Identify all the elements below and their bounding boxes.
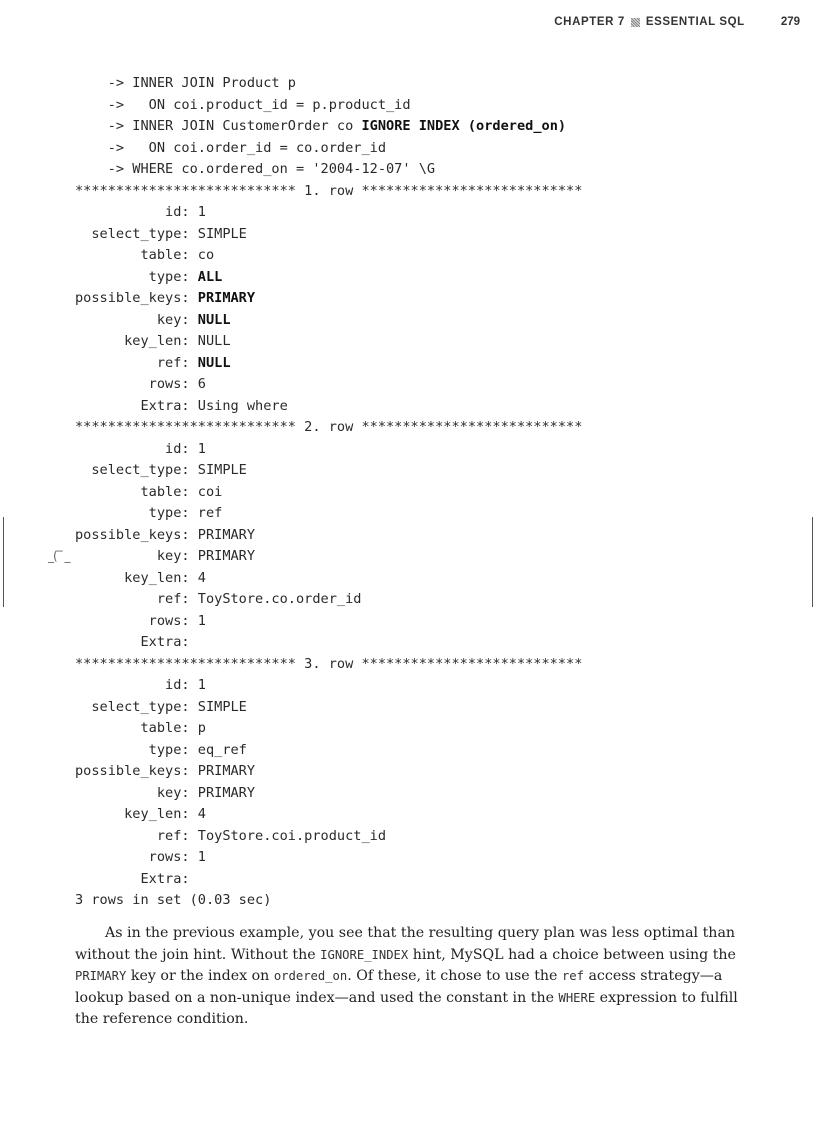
result-field [75,568,775,590]
field-name: key_len: [75,333,198,349]
result-field [75,202,775,224]
field-name: rows: [75,376,198,392]
field-name: key_len: [75,569,198,586]
result-field [75,482,775,504]
field-name: type: [75,741,198,758]
chapter-label: CHAPTER 7 [554,16,625,28]
field-name: rows: [75,849,198,865]
result-field [75,675,775,697]
field-value: 1 [197,440,206,457]
field-value: co [197,247,215,263]
field-value: 6 [197,376,206,392]
margin-squiggle-mark: _(‾ _ [48,549,70,563]
inline-code: PRIMARY [75,969,127,983]
field-value: ToyStore.co.order_id [197,591,362,607]
result-field [75,267,775,289]
query-line: -> ON coi.product_id = p.product_id [75,96,411,113]
page-number: 279 [780,16,800,28]
result-field [75,632,775,654]
row-separator: *************************** 2. row *************************** [75,419,583,435]
field-name: id: [75,204,198,220]
field-name: select_type: [75,225,198,242]
result-field [75,847,775,869]
field-name: rows: [75,612,198,629]
field-value: eq_ref [197,741,247,758]
paragraph-line: lookup based on a non-unique index—and used the constant in the WHERE expression to fulfill [75,989,738,1006]
field-name: select_type: [75,462,198,478]
result-field [75,783,775,805]
result-field [75,503,775,525]
paragraph-line: the reference condition. [75,1011,249,1027]
field-name: Extra: [75,397,198,414]
result-field [75,439,775,461]
query-line: -> WHERE co.ordered_on = '2004-12-07' \G [75,161,436,177]
inline-code: IGNORE_INDEX [320,947,409,962]
field-name: key_len: [75,806,198,822]
row-separator: *************************** 1. row *************************** [75,182,583,199]
result-field [75,740,775,762]
field-name: key: [75,311,198,328]
result-field [75,589,775,611]
field-value: 1 [197,849,206,865]
explain-result [75,181,775,891]
index-hint: IGNORE INDEX (ordered_on) [361,118,567,134]
header-square-icon [631,18,640,27]
field-value: SIMPLE [197,462,247,478]
running-header [554,12,800,32]
field-value: 1 [197,677,206,693]
field-value: ToyStore.coi.product_id [197,827,387,844]
query-line: -> INNER JOIN CustomerOrder co IGNORE INDEX (ordered_on) [75,118,567,134]
field-name: ref: [75,354,198,371]
field-name: Extra: [75,870,198,887]
result-field [75,353,775,375]
inline-code: ordered_on [273,969,348,983]
field-value: PRIMARY [197,763,256,779]
field-name: possible_keys: [75,526,198,543]
inline-code: ref [561,969,584,983]
field-value: ALL [197,268,223,285]
chapter-title: ESSENTIAL SQL [645,16,745,28]
paragraph-line: As in the previous example, you see that the resulting query plan was less optimal than [105,925,736,941]
field-name: id: [75,440,198,457]
field-name: ref: [75,827,198,844]
margin-rule-left [3,517,4,607]
field-value: 1 [197,204,206,220]
result-field [75,374,775,396]
field-value: NULL [197,354,231,371]
result-field [75,396,775,418]
field-name: Extra: [75,634,198,650]
result-field [75,718,775,740]
field-value: p [197,720,206,736]
code-listing [75,73,775,912]
field-value: PRIMARY [197,548,256,564]
query-line: -> INNER JOIN Product p [75,75,296,91]
field-name: possible_keys: [75,763,198,779]
result-field [75,331,775,353]
result-field [75,826,775,848]
result-field [75,761,775,783]
field-value: NULL [197,311,231,328]
field-name: key: [75,548,198,564]
field-name: type: [75,268,198,285]
result-field [75,546,775,568]
result-field [75,697,775,719]
field-value: SIMPLE [197,225,247,242]
result-field [75,245,775,267]
result-field [75,288,775,310]
field-value: PRIMARY [197,784,256,801]
paragraph-line: PRIMARY key or the index on ordered_on. Of these, it chose to use the ref access strategy—a [75,968,723,984]
field-value: ref [197,505,223,521]
field-value: 4 [197,569,206,586]
field-value: coi [197,483,223,500]
result-field [75,460,775,482]
result-footer: 3 rows in set (0.03 sec) [75,892,272,908]
paragraph-line: without the join hint. Without the IGNORE_INDEX hint, MySQL had a choice between using the [75,946,736,963]
margin-rule-right [812,517,813,607]
field-name: select_type: [75,698,198,715]
body-paragraph [75,923,740,1031]
row-separator: *************************** 3. row *************************** [75,655,583,672]
field-name: type: [75,505,198,521]
field-name: id: [75,677,198,693]
result-field [75,310,775,332]
result-field [75,525,775,547]
field-name: table: [75,247,198,263]
result-field [75,611,775,633]
field-name: ref: [75,591,198,607]
field-name: table: [75,483,198,500]
field-name: key: [75,784,198,801]
field-value: Using where [197,397,288,414]
field-value: 4 [197,806,206,822]
field-value: NULL [197,333,231,349]
field-value: PRIMARY [197,290,256,306]
query-line: -> ON coi.order_id = co.order_id [75,139,386,156]
field-value: PRIMARY [197,526,256,543]
field-name: table: [75,720,198,736]
result-field [75,224,775,246]
field-value: 1 [197,612,206,629]
inline-code: WHERE [558,990,596,1005]
field-name: possible_keys: [75,290,198,306]
result-field [75,804,775,826]
field-value: SIMPLE [197,698,247,715]
result-field [75,869,775,891]
